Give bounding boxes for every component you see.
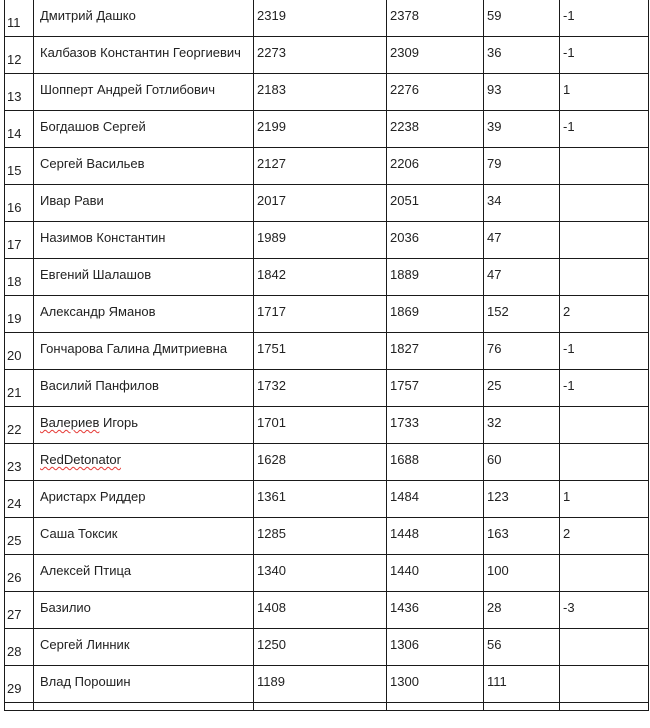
player-name: Алексей Птица bbox=[40, 563, 132, 578]
rating-before: 2183 bbox=[257, 82, 286, 97]
place-change: -1 bbox=[563, 45, 575, 60]
place-change-cell bbox=[560, 222, 649, 259]
rating-before-cell bbox=[254, 370, 387, 407]
place-change bbox=[563, 407, 648, 416]
player-name-rest: Игорь bbox=[99, 415, 139, 430]
player-name: Саша Токсик bbox=[40, 526, 118, 541]
rating-after-cell bbox=[387, 37, 484, 74]
player-name-cell bbox=[34, 444, 254, 481]
place-change: -3 bbox=[563, 600, 575, 615]
place-change-cell bbox=[560, 444, 649, 481]
row-number-cell bbox=[5, 555, 34, 592]
rating-delta: 76 bbox=[487, 341, 502, 356]
table-row bbox=[5, 111, 649, 148]
player-name bbox=[37, 444, 253, 467]
player-name: Калбазов Константин Георгиевич bbox=[40, 45, 241, 60]
table-row bbox=[5, 407, 649, 444]
row-number-cell bbox=[5, 592, 34, 629]
place-change-cell bbox=[560, 333, 649, 370]
rating-before-cell bbox=[254, 222, 387, 259]
rating-before: 1189 bbox=[257, 674, 285, 689]
player-name-cell bbox=[34, 666, 254, 703]
rating-delta: 47 bbox=[487, 230, 502, 245]
rating-before-cell bbox=[254, 0, 387, 37]
rating-delta: 111 bbox=[487, 674, 507, 689]
place-change-cell bbox=[560, 0, 649, 37]
rating-before: 1717 bbox=[257, 304, 286, 319]
row-number-cell bbox=[5, 629, 34, 666]
row-number-cell bbox=[5, 518, 34, 555]
rating-before-cell bbox=[254, 333, 387, 370]
rating-after: 2276 bbox=[390, 82, 419, 97]
rating-delta-cell bbox=[484, 555, 560, 592]
table-row bbox=[5, 0, 649, 37]
rating-after: 1869 bbox=[390, 304, 419, 319]
player-name: Сергей Васильев bbox=[40, 156, 145, 171]
player-name: Аристарх Риддер bbox=[40, 489, 146, 504]
rating-after: 1440 bbox=[390, 563, 419, 578]
rating-delta-cell bbox=[484, 74, 560, 111]
row-number-cell bbox=[5, 185, 34, 222]
player-name-cell bbox=[34, 148, 254, 185]
rating-delta: 36 bbox=[487, 45, 502, 60]
rating-after-cell bbox=[387, 666, 484, 703]
row-number: 28 bbox=[7, 644, 22, 659]
rating-delta: 25 bbox=[487, 378, 502, 393]
rating-table bbox=[4, 0, 649, 711]
place-change-cell bbox=[560, 592, 649, 629]
player-name-cell bbox=[34, 592, 254, 629]
player-name: Василий Панфилов bbox=[40, 378, 159, 393]
rating-before: 2319 bbox=[257, 8, 286, 23]
rating-after-cell bbox=[387, 74, 484, 111]
rating-after-cell bbox=[387, 185, 484, 222]
row-number: 12 bbox=[7, 52, 22, 67]
place-change-cell bbox=[560, 481, 649, 518]
rating-after-cell bbox=[387, 481, 484, 518]
rating-before: 1989 bbox=[257, 230, 286, 245]
table-row bbox=[5, 666, 649, 703]
player-name: Сергей Линник bbox=[40, 637, 130, 652]
rating-before-cell bbox=[254, 444, 387, 481]
place-change-cell bbox=[560, 111, 649, 148]
table-row bbox=[5, 444, 649, 481]
player-name-cell bbox=[34, 370, 254, 407]
rating-before-cell bbox=[254, 592, 387, 629]
table-row bbox=[5, 629, 649, 666]
table-row bbox=[5, 259, 649, 296]
empty-cell bbox=[5, 703, 34, 711]
rating-after-cell bbox=[387, 222, 484, 259]
row-number-cell bbox=[5, 0, 34, 37]
rating-after: 1757 bbox=[390, 378, 419, 393]
place-change bbox=[563, 185, 648, 194]
row-number-cell bbox=[5, 370, 34, 407]
rating-after-cell bbox=[387, 592, 484, 629]
rating-before: 2127 bbox=[257, 156, 286, 171]
rating-before-cell bbox=[254, 518, 387, 555]
row-number-cell bbox=[5, 74, 34, 111]
player-name-cell bbox=[34, 629, 254, 666]
place-change bbox=[563, 444, 648, 453]
rating-after: 1300 bbox=[390, 674, 419, 689]
spellcheck-word: Валериев bbox=[40, 415, 100, 430]
player-name-cell bbox=[34, 296, 254, 333]
empty-cell bbox=[387, 703, 484, 711]
player-name-cell bbox=[34, 0, 254, 37]
row-number: 20 bbox=[7, 348, 22, 363]
table-row bbox=[5, 222, 649, 259]
row-number: 24 bbox=[7, 496, 22, 511]
rating-after: 1306 bbox=[390, 637, 419, 652]
rating-after: 2036 bbox=[390, 230, 419, 245]
row-number: 19 bbox=[7, 311, 22, 326]
rating-after-cell bbox=[387, 555, 484, 592]
rating-after-cell bbox=[387, 296, 484, 333]
row-number-cell bbox=[5, 259, 34, 296]
rating-delta: 93 bbox=[487, 82, 502, 97]
row-number: 21 bbox=[7, 385, 22, 400]
rating-before: 1408 bbox=[257, 600, 286, 615]
rating-delta-cell bbox=[484, 37, 560, 74]
rating-delta-cell bbox=[484, 0, 560, 37]
place-change bbox=[563, 259, 648, 268]
rating-before-cell bbox=[254, 74, 387, 111]
place-change-cell bbox=[560, 555, 649, 592]
rating-delta: 39 bbox=[487, 119, 502, 134]
rating-after: 1448 bbox=[390, 526, 419, 541]
rating-delta-cell bbox=[484, 370, 560, 407]
table-row-partial bbox=[5, 703, 649, 711]
table-row bbox=[5, 481, 649, 518]
rating-before-cell bbox=[254, 296, 387, 333]
rating-after-cell bbox=[387, 333, 484, 370]
table-row bbox=[5, 185, 649, 222]
place-change bbox=[563, 222, 648, 231]
rating-before: 2199 bbox=[257, 119, 286, 134]
empty-cell bbox=[484, 703, 560, 711]
rating-delta-cell bbox=[484, 481, 560, 518]
player-name: Гончарова Галина Дмитриевна bbox=[40, 341, 228, 356]
rating-before: 2017 bbox=[257, 193, 286, 208]
place-change: 1 bbox=[563, 489, 571, 504]
rating-before-cell bbox=[254, 185, 387, 222]
rating-before-cell bbox=[254, 555, 387, 592]
row-number: 25 bbox=[7, 533, 22, 548]
player-name: Богдашов Сергей bbox=[40, 119, 146, 134]
player-name-cell bbox=[34, 259, 254, 296]
row-number: 11 bbox=[7, 15, 21, 30]
rating-before: 1751 bbox=[257, 341, 286, 356]
rating-after-cell bbox=[387, 111, 484, 148]
place-change bbox=[563, 629, 648, 638]
row-number: 23 bbox=[7, 459, 22, 474]
rating-before-cell bbox=[254, 111, 387, 148]
place-change-cell bbox=[560, 74, 649, 111]
player-name-cell bbox=[34, 74, 254, 111]
row-number-cell bbox=[5, 222, 34, 259]
row-number: 13 bbox=[7, 89, 22, 104]
table-row bbox=[5, 333, 649, 370]
player-name-cell bbox=[34, 185, 254, 222]
rating-delta-cell bbox=[484, 222, 560, 259]
table-row bbox=[5, 518, 649, 555]
place-change-cell bbox=[560, 407, 649, 444]
rating-before: 1340 bbox=[257, 563, 286, 578]
row-number: 14 bbox=[7, 126, 22, 141]
place-change: 1 bbox=[563, 82, 571, 97]
rating-after: 2378 bbox=[390, 8, 419, 23]
table-row bbox=[5, 370, 649, 407]
place-change: -1 bbox=[563, 8, 575, 23]
rating-delta: 47 bbox=[487, 267, 502, 282]
row-number-cell bbox=[5, 407, 34, 444]
rating-delta-cell bbox=[484, 296, 560, 333]
rating-before-cell bbox=[254, 148, 387, 185]
place-change-cell bbox=[560, 518, 649, 555]
row-number-cell bbox=[5, 333, 34, 370]
table-row bbox=[5, 74, 649, 111]
rating-after: 1827 bbox=[390, 341, 419, 356]
place-change bbox=[563, 666, 648, 675]
player-name: Александр Яманов bbox=[40, 304, 156, 319]
rating-before: 1842 bbox=[257, 267, 286, 282]
rating-delta-cell bbox=[484, 148, 560, 185]
rating-delta: 28 bbox=[487, 600, 502, 615]
rating-before: 1361 bbox=[257, 489, 286, 504]
rating-before: 1732 bbox=[257, 378, 286, 393]
rating-before-cell bbox=[254, 259, 387, 296]
player-name-cell bbox=[34, 407, 254, 444]
rating-delta-cell bbox=[484, 407, 560, 444]
row-number-cell bbox=[5, 37, 34, 74]
player-name-cell bbox=[34, 481, 254, 518]
rating-delta-cell bbox=[484, 444, 560, 481]
rating-delta: 152 bbox=[487, 304, 509, 319]
place-change-cell bbox=[560, 629, 649, 666]
place-change-cell bbox=[560, 185, 649, 222]
rating-after: 2238 bbox=[390, 119, 419, 134]
table-row bbox=[5, 148, 649, 185]
rating-delta: 123 bbox=[487, 489, 509, 504]
row-number-cell bbox=[5, 111, 34, 148]
rating-delta: 60 bbox=[487, 452, 502, 467]
table-row bbox=[5, 555, 649, 592]
rating-delta-cell bbox=[484, 111, 560, 148]
place-change-cell bbox=[560, 37, 649, 74]
player-name-cell bbox=[34, 37, 254, 74]
rating-after-cell bbox=[387, 259, 484, 296]
player-name-cell bbox=[34, 333, 254, 370]
rating-after-cell bbox=[387, 518, 484, 555]
rating-before-cell bbox=[254, 407, 387, 444]
player-name: Назимов Константин bbox=[40, 230, 166, 245]
place-change-cell bbox=[560, 296, 649, 333]
rating-after-cell bbox=[387, 407, 484, 444]
rating-delta: 34 bbox=[487, 193, 502, 208]
table-row bbox=[5, 592, 649, 629]
table-row bbox=[5, 296, 649, 333]
row-number-cell bbox=[5, 148, 34, 185]
player-name: Влад Порошин bbox=[40, 674, 131, 689]
place-change-cell bbox=[560, 259, 649, 296]
place-change-cell bbox=[560, 666, 649, 703]
empty-cell bbox=[254, 703, 387, 711]
rating-delta-cell bbox=[484, 629, 560, 666]
table-row bbox=[5, 37, 649, 74]
place-change bbox=[563, 555, 648, 564]
rating-delta: 100 bbox=[487, 563, 509, 578]
player-name-cell bbox=[34, 111, 254, 148]
empty-cell bbox=[34, 703, 254, 711]
rating-after-cell bbox=[387, 370, 484, 407]
row-number: 17 bbox=[7, 237, 22, 252]
place-change: -1 bbox=[563, 341, 575, 356]
place-change-cell bbox=[560, 148, 649, 185]
rating-after-cell bbox=[387, 0, 484, 37]
rating-after-cell bbox=[387, 148, 484, 185]
rating-before: 1250 bbox=[257, 637, 286, 652]
row-number: 18 bbox=[7, 274, 22, 289]
rating-before: 1701 bbox=[257, 415, 286, 430]
rating-delta-cell bbox=[484, 518, 560, 555]
rating-delta-cell bbox=[484, 666, 560, 703]
rating-delta: 163 bbox=[487, 526, 509, 541]
rating-table-body bbox=[5, 0, 649, 711]
rating-delta: 59 bbox=[487, 8, 502, 23]
row-number-cell bbox=[5, 296, 34, 333]
row-number-cell bbox=[5, 481, 34, 518]
player-name: Ивар Рави bbox=[40, 193, 104, 208]
row-number: 26 bbox=[7, 570, 22, 585]
player-name bbox=[37, 407, 253, 430]
place-change-cell bbox=[560, 370, 649, 407]
rating-after: 2206 bbox=[390, 156, 419, 171]
rating-before-cell bbox=[254, 666, 387, 703]
rating-after: 2309 bbox=[390, 45, 419, 60]
rating-after: 1484 bbox=[390, 489, 419, 504]
row-number-cell bbox=[5, 666, 34, 703]
rating-delta-cell bbox=[484, 592, 560, 629]
rating-before: 1285 bbox=[257, 526, 286, 541]
rating-before-cell bbox=[254, 629, 387, 666]
place-change: -1 bbox=[563, 119, 575, 134]
rating-delta-cell bbox=[484, 185, 560, 222]
rating-after: 1436 bbox=[390, 600, 419, 615]
place-change: 2 bbox=[563, 526, 571, 541]
rating-after-cell bbox=[387, 444, 484, 481]
player-name: Евгений Шалашов bbox=[40, 267, 152, 282]
rating-after: 1733 bbox=[390, 415, 419, 430]
spellcheck-word: RedDetonator bbox=[40, 452, 121, 467]
place-change: 2 bbox=[563, 304, 571, 319]
rating-before-cell bbox=[254, 481, 387, 518]
player-name: Дмитрий Дашко bbox=[40, 8, 136, 23]
rating-before-cell bbox=[254, 37, 387, 74]
player-name-cell bbox=[34, 518, 254, 555]
player-name: Базилио bbox=[40, 600, 91, 615]
place-change bbox=[563, 148, 648, 157]
rating-before: 2273 bbox=[257, 45, 286, 60]
row-number: 27 bbox=[7, 607, 22, 622]
player-name-cell bbox=[34, 555, 254, 592]
row-number-cell bbox=[5, 444, 34, 481]
place-change: -1 bbox=[563, 378, 575, 393]
row-number: 15 bbox=[7, 163, 22, 178]
player-name-cell bbox=[34, 222, 254, 259]
rating-delta-cell bbox=[484, 333, 560, 370]
row-number: 22 bbox=[7, 422, 22, 437]
rating-after-cell bbox=[387, 629, 484, 666]
rating-after: 1889 bbox=[390, 267, 419, 282]
rating-before: 1628 bbox=[257, 452, 286, 467]
empty-cell bbox=[560, 703, 649, 711]
rating-delta: 32 bbox=[487, 415, 502, 430]
row-number: 16 bbox=[7, 200, 22, 215]
rating-after: 1688 bbox=[390, 452, 419, 467]
rating-after: 2051 bbox=[390, 193, 419, 208]
player-name: Шопперт Андрей Готлибович bbox=[40, 82, 215, 97]
rating-delta: 56 bbox=[487, 637, 502, 652]
row-number: 29 bbox=[7, 681, 22, 696]
rating-delta: 79 bbox=[487, 156, 502, 171]
rating-delta-cell bbox=[484, 259, 560, 296]
